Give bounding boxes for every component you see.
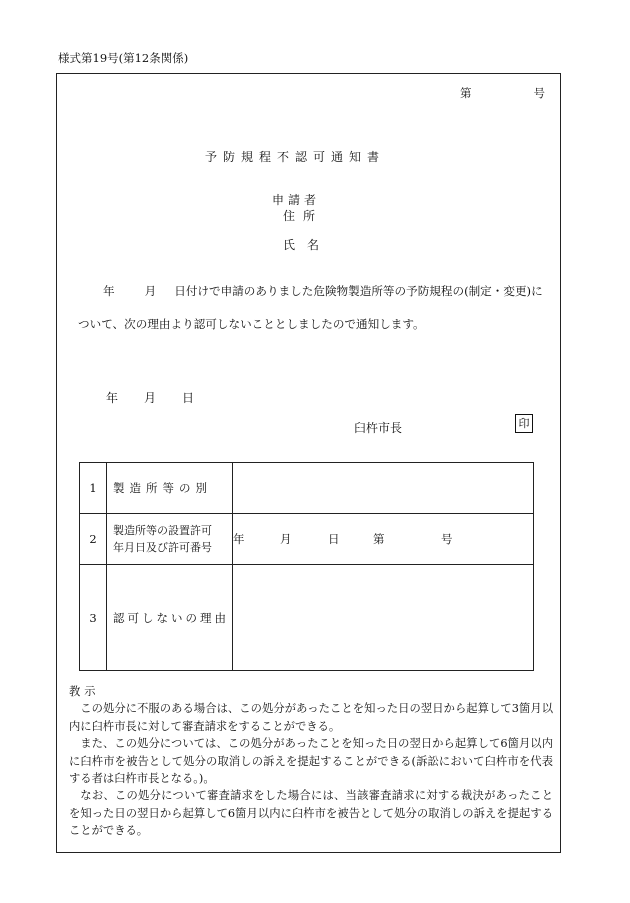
notice-section [69,683,553,840]
issue-date-month: 月 [144,391,157,405]
table-row [80,514,534,565]
notice-heading: 教示 [69,685,100,698]
row-label-permit [107,514,233,565]
form-number-label: 様式第19号(第12条関係) [58,51,189,65]
row-label-permit-line2: 年月日及び許可番号 [113,541,212,554]
notice-paragraph-1: この処分に不服のある場合は、この処分があったことを知った日の翌日から起算して3箇月以内に臼杵市長に対して審査請求をすることができる。 [69,702,553,733]
row-number: 3 [80,565,107,671]
issue-date [106,389,220,406]
number-suffix: 号 [533,86,545,100]
notice-paragraph-3: なお、この処分について審査請求をした場合には、当該審査請求に対する裁決があったことを知った日の翌日から起算して6箇月以内に臼杵市を被告として処分の取消しの訴えを提起することができる。 [69,789,553,838]
row-number: 2 [80,514,107,565]
permit-number-prefix: 第 [373,532,385,546]
body-year-label: 年 [103,284,115,298]
applicant-address-label: 住所 [283,209,324,223]
row-number: 1 [80,463,107,514]
row-value-facility-type[interactable] [233,463,534,514]
applicant-name-label: 氏名 [283,238,332,252]
permit-day-label: 日 [328,532,340,546]
seal-box: 印 [515,414,533,433]
permit-year-label: 年 [233,532,245,546]
body-line-1 [103,283,543,299]
table-row [80,463,534,514]
details-table [79,462,534,671]
table-row [80,565,534,671]
document-title: 予防規程不認可通知書 [205,150,386,164]
permit-number-suffix: 号 [441,532,453,546]
row-value-permit[interactable] [233,514,534,565]
applicant-label: 申請者 [272,193,321,207]
row-label-facility-type: 製造所等の別 [107,463,233,514]
permit-month-label: 月 [280,532,292,546]
issue-date-day: 日 [182,391,195,405]
row-label-permit-line1: 製造所等の設置許可 [113,524,212,537]
body-month-label: 月 [144,284,157,298]
number-prefix: 第 [460,86,472,100]
body-line-2: ついて、次の理由より認可しないこととしましたので通知します。 [78,317,425,331]
document-number-line [460,85,545,101]
issuer-name: 臼杵市長 [354,421,403,435]
issue-date-year: 年 [106,391,119,405]
notice-paragraph-2: また、この処分については、この処分があったことを知った日の翌日から起算して6箇月以内に臼杵市を被告として処分の取消しの訴えを提起することができる(訴訟において臼杵市を代表する者は臼杵市長となる。)。 [69,737,553,786]
row-label-reason: 認可しないの理由 [107,565,233,671]
body-line-1-text: 日付けで申請のありました危険物製造所等の予防規程の(制定・変更)に [174,284,543,298]
row-value-reason[interactable] [233,565,534,671]
